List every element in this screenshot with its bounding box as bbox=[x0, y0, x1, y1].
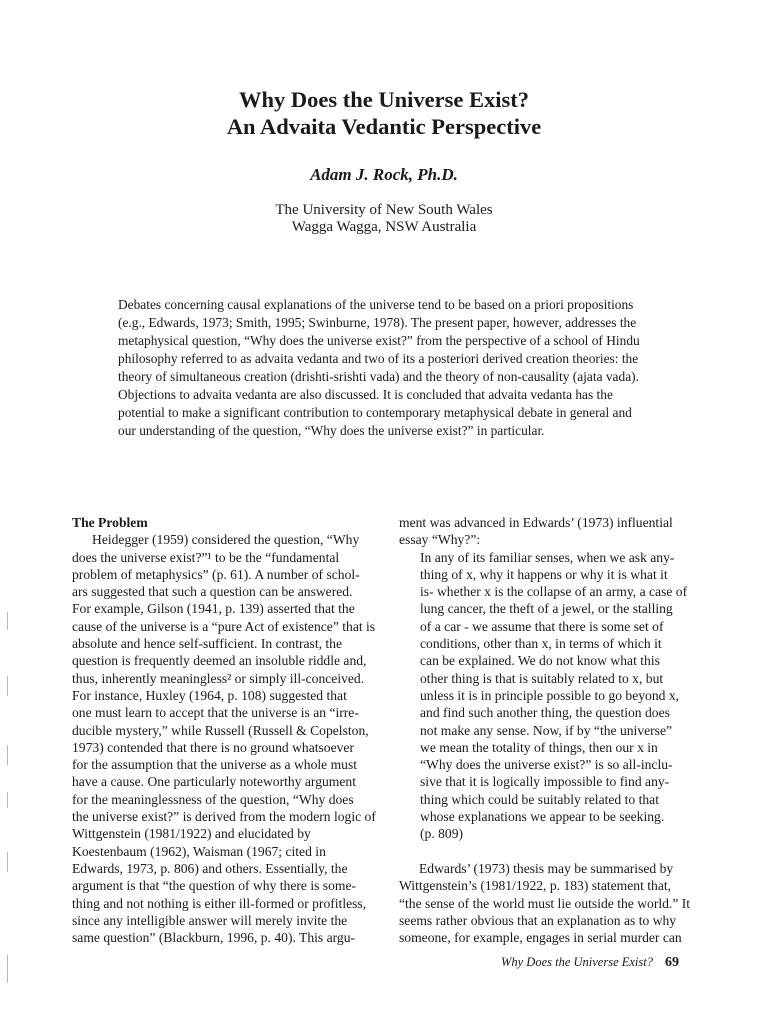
abstract-line: Objections to advaita vedanta are also discussed. It is concluded that advaita vedanta has the bbox=[118, 387, 613, 402]
body-line: seems rather obvious that an explanation as to why bbox=[399, 912, 677, 928]
abstract-line: potential to make a significant contribution to contemporary metaphysical debate in general and bbox=[118, 405, 632, 420]
body-line: the universe exist?” is derived from the modern logic of bbox=[72, 809, 376, 825]
block-quote-line: is- whether x is the collapse of an army, a case of bbox=[420, 584, 688, 600]
body-line: cause of the universe is a “pure Act of existence” that is bbox=[72, 618, 376, 634]
margin-scan-mark bbox=[7, 612, 8, 630]
body-line: does the universe exist?”¹ to be the “fundamental bbox=[72, 549, 340, 565]
margin-scan-mark bbox=[7, 852, 8, 872]
block-quote-line: whose explanations we appear to be seeking. bbox=[420, 809, 665, 825]
running-title: Why Does the Universe Exist? bbox=[500, 955, 653, 969]
abstract-line: our understanding of the question, “Why does the universe exist?” in particular. bbox=[118, 423, 545, 438]
margin-scan-mark bbox=[7, 792, 8, 808]
block-quote-line: “Why does the universe exist?” is so all-inclu- bbox=[420, 757, 673, 773]
body-line: for the assumption that the universe as a whole must bbox=[72, 757, 358, 773]
abstract-line: (e.g., Edwards, 1973; Smith, 1995; Swinburne, 1978). The present paper, however, addresses the bbox=[118, 315, 637, 330]
body-line: For instance, Huxley (1964, p. 108) suggested that bbox=[72, 687, 347, 703]
abstract bbox=[118, 296, 658, 440]
page-number: 69 bbox=[665, 955, 679, 970]
body-line: “the sense of the world must lie outside the world.” It bbox=[399, 895, 691, 911]
body-line: problem of metaphysics” (p. 61). A number of schol- bbox=[72, 566, 360, 582]
body-line: same question” (Blackburn, 1996, p. 40). This argu- bbox=[72, 930, 356, 946]
margin-scan-mark bbox=[7, 745, 8, 765]
body-line: Edwards’ (1973) thesis may be summarised by bbox=[419, 860, 674, 876]
body-line: have a cause. One particularly noteworthy argument bbox=[72, 774, 356, 790]
author-name: Adam J. Rock, Ph.D. bbox=[310, 165, 458, 184]
block-quote-line: sive that it is logically impossible to find any- bbox=[420, 774, 670, 790]
body-line: someone, for example, engages in serial murder can bbox=[399, 930, 682, 946]
block-quote-line: conditions, other than x, in terms of which it bbox=[420, 636, 662, 652]
block-quote-line: not make any sense. Now, if by “the universe” bbox=[420, 722, 673, 738]
section-heading: The Problem bbox=[72, 515, 148, 530]
block-quote-line: and find such another thing, the question does bbox=[420, 705, 670, 721]
abstract-line: theory of simultaneous creation (drishti-srishti vada) and the theory of non-causality (ajata vada). bbox=[118, 369, 639, 384]
quote-citation: (p. 809) bbox=[420, 826, 464, 842]
body-line: absolute and hence self-sufficient. In contrast, the bbox=[72, 636, 343, 652]
paper-title-line-1: Why Does the Universe Exist? bbox=[239, 87, 529, 112]
margin-scan-mark bbox=[7, 955, 8, 983]
body-line: ars suggested that such a question can be answered. bbox=[72, 584, 353, 600]
body-line: argument is that “the question of why there is some- bbox=[72, 878, 357, 894]
affiliation-line-2: Wagga Wagga, NSW Australia bbox=[291, 219, 477, 235]
body-line: thing and not nothing is either ill-formed or profitless, bbox=[72, 895, 367, 911]
block-quote-line: we mean the totality of things, then our x in bbox=[420, 739, 658, 755]
right-column bbox=[399, 514, 706, 946]
body-line: since any intelligible answer will merely invite the bbox=[72, 912, 348, 928]
paper-title-line-2: An Advaita Vedantic Perspective bbox=[226, 114, 542, 139]
body-line: ment was advanced in Edwards’ (1973) influential bbox=[399, 515, 673, 530]
block-quote-line: of a car - we assume that there is some set of bbox=[420, 618, 664, 634]
abstract-line: metaphysical question, “Why does the universe exist?” from the perspective of a school of Hindu bbox=[118, 333, 640, 348]
body-line: Wittgenstein (1981/1922) and elucidated by bbox=[72, 826, 311, 842]
body-line: essay “Why?”: bbox=[399, 532, 481, 548]
block-quote-line: thing which could be suitably related to that bbox=[420, 791, 659, 807]
body-line: For example, Gilson (1941, p. 139) asserted that the bbox=[72, 601, 355, 617]
affiliation-line-1: The University of New South Wales bbox=[275, 202, 493, 218]
body-line: Wittgenstein’s (1981/1922, p. 183) statement that, bbox=[399, 878, 672, 894]
body-line: ducible mystery,” while Russell (Russell & Copelston, bbox=[72, 722, 369, 738]
block-quote-line: unless it is in principle possible to go beyond x, bbox=[420, 687, 680, 703]
block-quote-line: other thing is that is suitably related to x, but bbox=[420, 670, 664, 686]
block-quote-line: lung cancer, the theft of a jewel, or the stalling bbox=[420, 601, 673, 617]
body-line: question is frequently deemed an insoluble riddle and, bbox=[72, 653, 367, 669]
page-footer bbox=[501, 955, 679, 971]
body-line: for the meaninglessness of the question, “Why does bbox=[72, 791, 354, 807]
body-line: 1973) contended that there is no ground whatsoever bbox=[72, 739, 354, 755]
body-line: Koestenbaum (1962), Waisman (1967; cited in bbox=[72, 843, 326, 859]
block-quote-line: thing of x, why it happens or why it is what it bbox=[420, 566, 668, 582]
body-line: Edwards, 1973, p. 806) and others. Essentially, the bbox=[72, 860, 348, 876]
spacer bbox=[399, 843, 706, 860]
left-column bbox=[72, 514, 374, 946]
margin-scan-mark bbox=[7, 676, 8, 696]
body-line: thus, inherently meaningless² or simply ill-conceived. bbox=[72, 670, 365, 686]
block-quote-line: can be explained. We do not know what this bbox=[420, 653, 660, 669]
abstract-line: philosophy referred to as advaita vedanta and two of its a posteriori derived creation theories: the bbox=[118, 351, 639, 366]
body-line: Heidegger (1959) considered the question, “Why bbox=[92, 532, 360, 548]
body-line: one must learn to accept that the universe is an “irre- bbox=[72, 705, 359, 721]
block-quote-line: In any of its familiar senses, when we ask any- bbox=[420, 549, 675, 565]
abstract-line: Debates concerning causal explanations of the universe tend to be based on a priori propositions bbox=[118, 297, 634, 312]
